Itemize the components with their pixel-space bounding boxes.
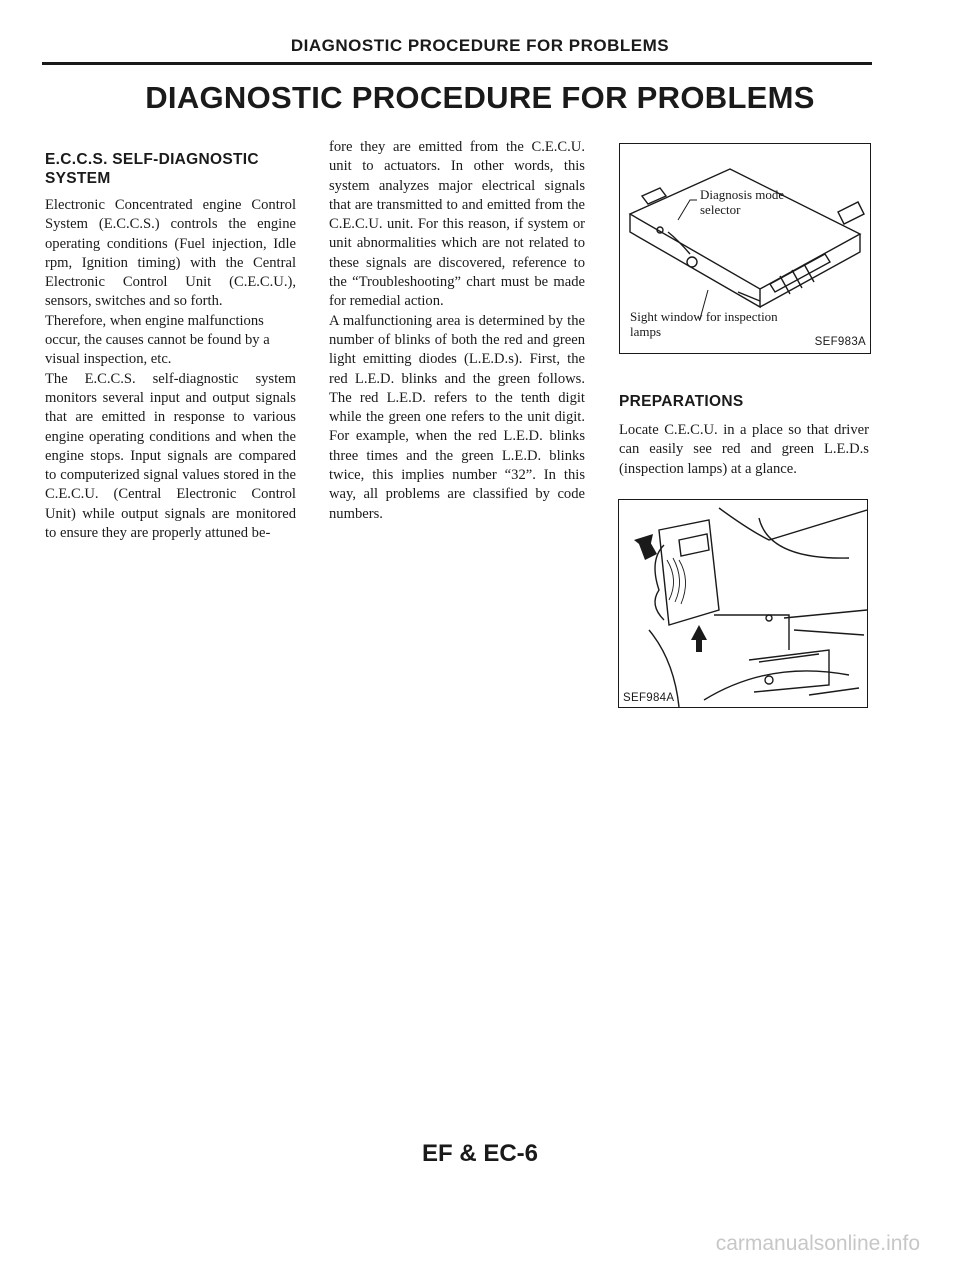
watermark: carmanualsonline.info [715,1232,920,1255]
paragraph-preparations: Locate C.E.C.U. in a place so that driver can easily see red and green L.E.D.s (inspection lamps) at a glance. [619,422,869,477]
column-1 [45,150,296,543]
paragraph-self-diagnostic-start: The E.C.C.S. self-diagnostic system monitors several input and output signals that are emitted in response to various engine operating conditions and when the engine stops. Input signals are compared to computerized signal values stored in the C.E.C.U. (Central Electronic Control Unit) while output signals are monitored to ensure they are properly attuned be- [45,370,296,542]
figure-cecu-location [618,499,868,708]
figure-code-sef983a: SEF983A [814,336,866,348]
header-rule [42,62,872,65]
paragraph-self-diagnostic-end: fore they are emitted from the C.E.C.U. unit to actuators. In other words, this system analyzes major electrical signals that are transmitted to and emitted from the C.E.C.U. unit. For this reason, if system or unit abnormalities which are not related to these signals are discovered, reference to the “Troubleshooting” chart must be made for remedial action. [329,139,585,310]
figure-code-sef984a: SEF984A [623,692,675,704]
page-title: DIAGNOSTIC PROCEDURE FOR PROBLEMS [145,80,815,115]
section-heading-preparations: PREPARATIONS [619,393,744,410]
cecu-location-drawing [619,500,867,707]
page-footer: EF & EC-6 [421,1140,538,1167]
callout-sight-window: Sight window for inspection lamps [630,309,778,339]
figure-cecu-unit [619,143,871,354]
column-2 [329,138,585,524]
column-3 [619,392,869,479]
section-heading-self-diagnostic: E.C.C.S. SELF-DIAGNOSTIC SYSTEM [45,151,259,187]
paragraph-led-codes: A malfunctioning area is determined by the number of blinks of both the red and green light emitting diodes (L.E.D.s). First, the red L.E.D. blinks and the green follows. The red L.E.D. refers to the tenth digit while the green one refers to the unit digit. For example, when the red L.E.D. blinks three times and the green L.E.D. blinks twice, this implies number “32”. In this way, all problems are classified by code numbers. [329,312,585,522]
callout-diagnosis-mode-selector: Diagnosis mode selector [700,187,785,217]
paragraph-malfunctions: Therefore, when engine malfunctions occur, the causes cannot be found by a visual inspection, etc. [45,312,270,368]
paragraph-ecs-intro: Electronic Concentrated engine Control System (E.C.C.S.) controls the engine operating conditions (Fuel injection, Idle rpm, Ignition timing) with the Central Electronic Control Unit (C.E.C.U.), sensors, switches and so forth. [45,197,296,310]
running-header: DIAGNOSTIC PROCEDURE FOR PROBLEMS [290,36,670,55]
